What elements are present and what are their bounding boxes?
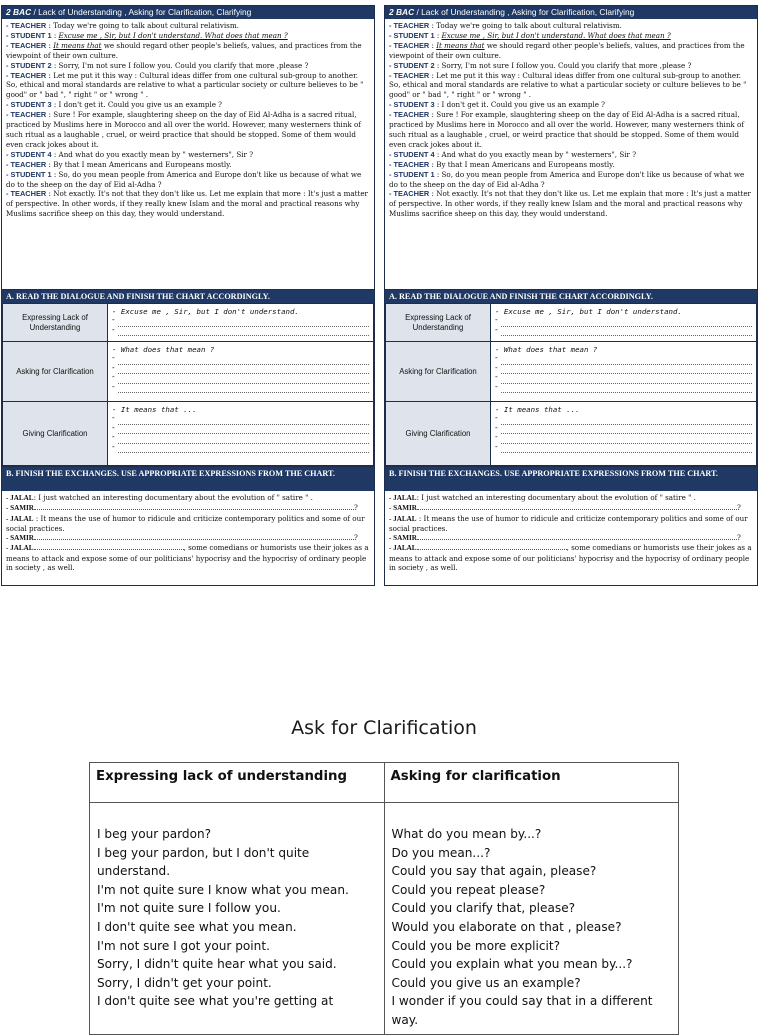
speaker-name: - TEACHER bbox=[6, 110, 47, 120]
chart-category: Asking for Clarification bbox=[386, 342, 491, 402]
speaker-separator: : bbox=[46, 70, 54, 80]
expression-item: Could you be more explicit? bbox=[391, 938, 561, 953]
fill-in-blank bbox=[34, 543, 184, 550]
blank-line bbox=[118, 355, 369, 365]
col-header-asking: Asking for clarification bbox=[384, 763, 679, 803]
speaker-separator: : bbox=[434, 30, 442, 40]
dialogue-line bbox=[389, 61, 753, 71]
exchange-ending: ? bbox=[736, 533, 741, 543]
section-a-heading: A. READ THE DIALOGUE AND FINISH THE CHART ACCORDINGLY. bbox=[385, 289, 757, 303]
dialogue-text: Sorry, I'm not sure I follow you. Could you clarify that more ,please ? bbox=[58, 60, 309, 70]
clarification-chart bbox=[2, 303, 374, 466]
blank-line bbox=[501, 355, 752, 365]
dialogue-text: And what do you exactly mean by " westerners", Sir ? bbox=[58, 149, 254, 159]
dialogue-line bbox=[389, 31, 753, 41]
exchange-line bbox=[389, 514, 753, 534]
worksheet-title: Lack of Understanding , Asking for Clarification, Clarifying bbox=[38, 7, 252, 17]
dialogue-text: Today we're going to talk about cultural relativism. bbox=[436, 21, 622, 30]
underlined-expression: Excuse me , Sir, but I don't understand. What does that mean ? bbox=[58, 30, 288, 40]
blank-line bbox=[501, 365, 752, 375]
expression-item: Could you give us an example? bbox=[391, 975, 581, 990]
expression-item: I don't quite see what you mean. bbox=[97, 919, 297, 934]
expression-item: Could you clarify that, please? bbox=[391, 901, 576, 916]
dialogue-text: we should regard other people's beliefs, values, and practices from the viewpoint of their own culture. bbox=[6, 40, 362, 60]
asking-expressions bbox=[384, 803, 679, 1035]
underlined-expression: It means that bbox=[436, 40, 485, 50]
speaker-name: - JALAL bbox=[6, 514, 34, 523]
speaker-separator: : bbox=[51, 60, 59, 70]
dialogue-line bbox=[6, 61, 370, 71]
underlined-expression: It means that bbox=[53, 40, 102, 50]
dialogue-text: I don't get it. Could you give us an example ? bbox=[441, 100, 606, 110]
expression-item: Would you elaborate on that , please? bbox=[391, 919, 622, 934]
speaker-separator: : bbox=[46, 110, 54, 120]
exchanges bbox=[385, 491, 757, 574]
speaker-name: - STUDENT 3 bbox=[389, 100, 435, 110]
speaker-separator: : bbox=[434, 149, 442, 159]
fill-in-blank bbox=[417, 503, 737, 510]
expression-item: Sorry, I didn't quite hear what you said. bbox=[97, 957, 337, 972]
speaker-name: - TEACHER bbox=[389, 40, 430, 50]
speaker-name: - TEACHER bbox=[6, 40, 47, 50]
section-a-heading: A. READ THE DIALOGUE AND FINISH THE CHART ACCORDINGLY. bbox=[2, 289, 374, 303]
dialogue-line bbox=[389, 189, 753, 219]
clarification-chart bbox=[385, 303, 757, 466]
worksheet-level: 2 BAC bbox=[6, 7, 32, 17]
exchange-ending: ? bbox=[353, 503, 358, 513]
exchange-ending: , some comedians or humorists use their jokes as a means to attack and expose some of our politicians' hypocrisy and the hypocrisy of ordinary people in society , as well. bbox=[6, 543, 369, 573]
speaker-separator: : bbox=[429, 159, 437, 169]
dialogue-text: we should regard other people's beliefs, values, and practices from the viewpoint of their own culture. bbox=[389, 40, 745, 60]
speaker-name: - SAMIR bbox=[6, 504, 34, 513]
speaker-separator: : bbox=[46, 189, 54, 199]
dialogue-text: So, do you mean people from America and Europe don't like us because of what we do to the sheep on the day of Eid al-Adha ? bbox=[389, 169, 745, 189]
blank-line bbox=[501, 384, 752, 394]
dialogue-text: Today we're going to talk about cultural relativism. bbox=[53, 21, 239, 30]
exchange-text: : It means the use of humor to ridicule and criticize contemporary politics and some of our social practices. bbox=[6, 513, 365, 533]
blank-line bbox=[501, 374, 752, 384]
chart-category: Giving Clarification bbox=[386, 402, 491, 466]
header-separator: / bbox=[414, 7, 422, 17]
exchange-text: : I just watched an interesting documentary about the evolution of " satire " . bbox=[33, 493, 313, 502]
speaker-name: - JALAL bbox=[389, 514, 417, 523]
example-expression: - What does that mean ? bbox=[495, 345, 598, 354]
dialogue-text: And what do you exactly mean by " westerners", Sir ? bbox=[441, 149, 637, 159]
chart-row bbox=[386, 402, 757, 466]
speaker-name: - TEACHER bbox=[389, 159, 430, 169]
worksheet-title: Lack of Understanding , Asking for Clarification, Clarifying bbox=[421, 7, 635, 17]
chart-answer-cell bbox=[491, 402, 757, 466]
exchange-ending: , some comedians or humorists use their jokes as a means to attack and expose some of our politicians' hypocrisy and the hypocrisy of ordinary people in society , as well. bbox=[389, 543, 752, 573]
dialogue-line bbox=[6, 31, 370, 41]
speaker-name: - SAMIR bbox=[389, 534, 417, 543]
speaker-separator: : bbox=[429, 110, 437, 120]
exchange-line bbox=[389, 533, 753, 543]
speaker-name: - TEACHER bbox=[6, 70, 47, 80]
worksheet-card-left bbox=[1, 5, 375, 586]
section-b-heading: B. FINISH THE EXCHANGES. USE APPROPRIATE EXPRESSIONS FROM THE CHART. bbox=[2, 466, 374, 491]
dialogue-line bbox=[6, 71, 370, 101]
fill-in-blank bbox=[34, 533, 354, 540]
page-title: Ask for Clarification bbox=[291, 717, 477, 739]
speaker-name: - STUDENT 1 bbox=[6, 30, 52, 40]
chart-category: Giving Clarification bbox=[3, 402, 108, 466]
expression-item: I'm not quite sure I know what you mean. bbox=[97, 882, 349, 897]
speaker-name: - SAMIR bbox=[389, 504, 417, 513]
worksheet-level: 2 BAC bbox=[389, 7, 415, 17]
chart-category: Expressing Lack of Understanding bbox=[3, 304, 108, 342]
speaker-name: - TEACHER bbox=[389, 70, 430, 80]
dialogue-line bbox=[389, 100, 753, 110]
dialogue-text: By that I mean Americans and Europeans mostly. bbox=[53, 159, 232, 169]
speaker-separator: : bbox=[46, 159, 54, 169]
speaker-separator: : bbox=[434, 60, 442, 70]
blank-line bbox=[118, 415, 369, 425]
speaker-separator: : bbox=[429, 21, 437, 30]
speaker-separator: : bbox=[46, 21, 54, 30]
reference-table bbox=[89, 762, 679, 1035]
dialogue-line bbox=[389, 150, 753, 160]
fill-in-blank bbox=[417, 533, 737, 540]
worksheet-card-right bbox=[384, 5, 758, 586]
dialogue-line bbox=[6, 170, 370, 190]
blank-line bbox=[118, 365, 369, 375]
dialogue-line bbox=[389, 160, 753, 170]
dialogue-line bbox=[6, 160, 370, 170]
blank-line bbox=[501, 444, 752, 454]
chart-category: Expressing Lack of Understanding bbox=[386, 304, 491, 342]
exchange-line bbox=[389, 543, 753, 572]
blank-line bbox=[118, 384, 369, 394]
speaker-name: - STUDENT 2 bbox=[6, 60, 52, 70]
chart-row bbox=[3, 342, 374, 402]
dialogue-text: By that I mean Americans and Europeans mostly. bbox=[436, 159, 615, 169]
exchange-text: : It means the use of humor to ridicule and criticize contemporary politics and some of our social practices. bbox=[389, 513, 748, 533]
expression-item: Sorry, I didn't get your point. bbox=[97, 975, 272, 990]
speaker-separator: : bbox=[51, 100, 59, 110]
speaker-separator: : bbox=[429, 70, 437, 80]
dialogue-text: Let me put it this way : Cultural ideas differ from one cultural sub-group to another. So, ethical and moral standards are relative to what a particular society or culture believes to be " good" or " bad ", " right " or " wrong " . bbox=[389, 70, 747, 100]
speaker-name: - SAMIR bbox=[6, 534, 34, 543]
worksheet-header bbox=[385, 6, 757, 19]
dialogue-line bbox=[6, 41, 370, 61]
lack-expressions bbox=[90, 803, 385, 1035]
fill-in-blank bbox=[417, 543, 567, 550]
speaker-name: - TEACHER bbox=[389, 21, 430, 30]
chart-row bbox=[3, 304, 374, 342]
expression-item: I don't quite see what you're getting at bbox=[97, 994, 334, 1009]
exchanges bbox=[2, 491, 374, 574]
chart-answer-cell bbox=[491, 342, 757, 402]
dialogue-line bbox=[6, 150, 370, 160]
speaker-separator: : bbox=[429, 189, 437, 199]
speaker-name: - TEACHER bbox=[6, 189, 47, 199]
exchange-line bbox=[6, 493, 370, 503]
exchange-line bbox=[6, 514, 370, 534]
speaker-name: - TEACHER bbox=[389, 189, 430, 199]
blank-line bbox=[118, 434, 369, 444]
exchange-text: : I just watched an interesting documentary about the evolution of " satire " . bbox=[416, 493, 696, 502]
speaker-separator: : bbox=[46, 40, 54, 50]
speaker-name: - STUDENT 4 bbox=[6, 149, 52, 159]
dialogue-text: Sure ! For example, slaughtering sheep on the day of Eid Al-Adha is a sacred ritual, practiced by Muslims here in Morocco and all over the world. However, many westerners think of such ritual as a laughable , cruel, or weird practice that should be stopped. Some of them would even crack jokes about it. bbox=[389, 110, 744, 149]
blank-line bbox=[501, 317, 752, 327]
expression-item: Could you repeat please? bbox=[391, 882, 546, 897]
exchange-line bbox=[6, 503, 370, 513]
exchange-ending: ? bbox=[736, 503, 741, 513]
dialogue-line bbox=[6, 100, 370, 110]
speaker-name: - STUDENT 4 bbox=[389, 149, 435, 159]
dialogue-line bbox=[6, 21, 370, 31]
chart-row bbox=[386, 304, 757, 342]
expression-item: I beg your pardon, but I don't quite understand. bbox=[97, 845, 310, 879]
speaker-name: - TEACHER bbox=[6, 21, 47, 30]
blank-line bbox=[501, 434, 752, 444]
chart-category: Asking for Clarification bbox=[3, 342, 108, 402]
blank-line bbox=[118, 444, 369, 454]
expression-item: Could you say that again, please? bbox=[391, 864, 597, 879]
exchange-line bbox=[389, 493, 753, 503]
speaker-separator: : bbox=[51, 149, 59, 159]
dialogue bbox=[385, 19, 757, 289]
dialogue-line bbox=[389, 170, 753, 190]
expression-item: Could you explain what you mean by...? bbox=[391, 957, 633, 972]
speaker-separator: : bbox=[51, 30, 59, 40]
expression-item: I wonder if you could say that in a different way. bbox=[391, 994, 653, 1027]
dialogue-line bbox=[6, 110, 370, 150]
exchange-line bbox=[389, 503, 753, 513]
expression-item: I'm not sure I got your point. bbox=[97, 938, 270, 953]
dialogue-text: Not exactly. It's not that they don't like us. Let me explain that more : It's just a matter of perspective. In other words, if they really knew Islam and the moral and practical reasons why Muslims sacrifice sheep on this day, they would understand. bbox=[6, 189, 368, 219]
dialogue-line bbox=[389, 71, 753, 101]
chart-answer-cell bbox=[108, 304, 374, 342]
blank-line bbox=[118, 317, 369, 327]
expression-item: What do you mean by...? bbox=[391, 827, 542, 841]
dialogue-text: Let me put it this way : Cultural ideas differ from one cultural sub-group to another. So, ethical and moral standards are relative to what a particular society or culture believes to be " good" or " bad ", " right " or " wrong " . bbox=[6, 70, 364, 100]
blank-line bbox=[118, 327, 369, 337]
speaker-name: - STUDENT 3 bbox=[6, 100, 52, 110]
expression-item: Do you mean...? bbox=[391, 845, 491, 860]
underlined-expression: Excuse me , Sir, but I don't understand. What does that mean ? bbox=[441, 30, 671, 40]
example-expression: - Excuse me , Sir, but I don't understand. bbox=[495, 307, 682, 316]
dialogue-text: So, do you mean people from America and Europe don't like us because of what we do to the sheep on the day of Eid al-Adha ? bbox=[6, 169, 362, 189]
exchange-line bbox=[6, 543, 370, 572]
chart-answer-cell bbox=[108, 342, 374, 402]
speaker-name: - TEACHER bbox=[389, 110, 430, 120]
speaker-name: - TEACHER bbox=[6, 159, 47, 169]
example-expression: - Excuse me , Sir, but I don't understand. bbox=[112, 307, 299, 316]
speaker-name: - JALAL bbox=[389, 544, 417, 553]
dialogue-line bbox=[389, 41, 753, 61]
blank-line bbox=[501, 327, 752, 337]
dialogue-line bbox=[389, 110, 753, 150]
blank-line bbox=[501, 425, 752, 435]
chart-answer-cell bbox=[108, 402, 374, 466]
chart-row bbox=[3, 402, 374, 466]
blank-line bbox=[501, 415, 752, 425]
speaker-name: - STUDENT 2 bbox=[389, 60, 435, 70]
header-separator: / bbox=[31, 7, 39, 17]
dialogue-line bbox=[389, 21, 753, 31]
worksheet-header bbox=[2, 6, 374, 19]
chart-row bbox=[386, 342, 757, 402]
speaker-name: - JALAL bbox=[6, 494, 34, 502]
section-b-heading: B. FINISH THE EXCHANGES. USE APPROPRIATE EXPRESSIONS FROM THE CHART. bbox=[385, 466, 757, 491]
dialogue-text: I don't get it. Could you give us an example ? bbox=[58, 100, 223, 110]
blank-line bbox=[118, 425, 369, 435]
speaker-name: - STUDENT 1 bbox=[6, 169, 52, 179]
col-header-lack: Expressing lack of understanding bbox=[90, 763, 385, 803]
chart-answer-cell bbox=[491, 304, 757, 342]
speaker-separator: : bbox=[429, 40, 437, 50]
expression-item: I beg your pardon? bbox=[97, 827, 212, 841]
expression-item: I'm not quite sure I follow you. bbox=[97, 901, 281, 916]
example-expression: - It means that ... bbox=[495, 405, 580, 414]
dialogue-text: Not exactly. It's not that they don't like us. Let me explain that more : It's just a matter of perspective. In other words, if they really knew Islam and the moral and practical reasons why Muslims sacrifice sheep on this day, they would understand. bbox=[389, 189, 751, 219]
speaker-separator: : bbox=[51, 169, 59, 179]
speaker-name: - JALAL bbox=[6, 544, 34, 553]
dialogue bbox=[2, 19, 374, 289]
blank-line bbox=[118, 374, 369, 384]
dialogue-text: Sorry, I'm not sure I follow you. Could you clarify that more ,please ? bbox=[441, 60, 692, 70]
exchange-line bbox=[6, 533, 370, 543]
fill-in-blank bbox=[34, 503, 354, 510]
speaker-separator: : bbox=[434, 100, 442, 110]
exchange-ending: ? bbox=[353, 533, 358, 543]
speaker-name: - STUDENT 1 bbox=[389, 30, 435, 40]
dialogue-line bbox=[6, 189, 370, 219]
example-expression: - What does that mean ? bbox=[112, 345, 215, 354]
dialogue-text: Sure ! For example, slaughtering sheep on the day of Eid Al-Adha is a sacred ritual, practiced by Muslims here in Morocco and all over the world. However, many westerners think of such ritual as a laughable , cruel, or weird practice that should be stopped. Some of them would even crack jokes about it. bbox=[6, 110, 361, 149]
speaker-separator: : bbox=[434, 169, 442, 179]
speaker-name: - STUDENT 1 bbox=[389, 169, 435, 179]
example-expression: - It means that ... bbox=[112, 405, 197, 414]
speaker-name: - JALAL bbox=[389, 494, 417, 502]
